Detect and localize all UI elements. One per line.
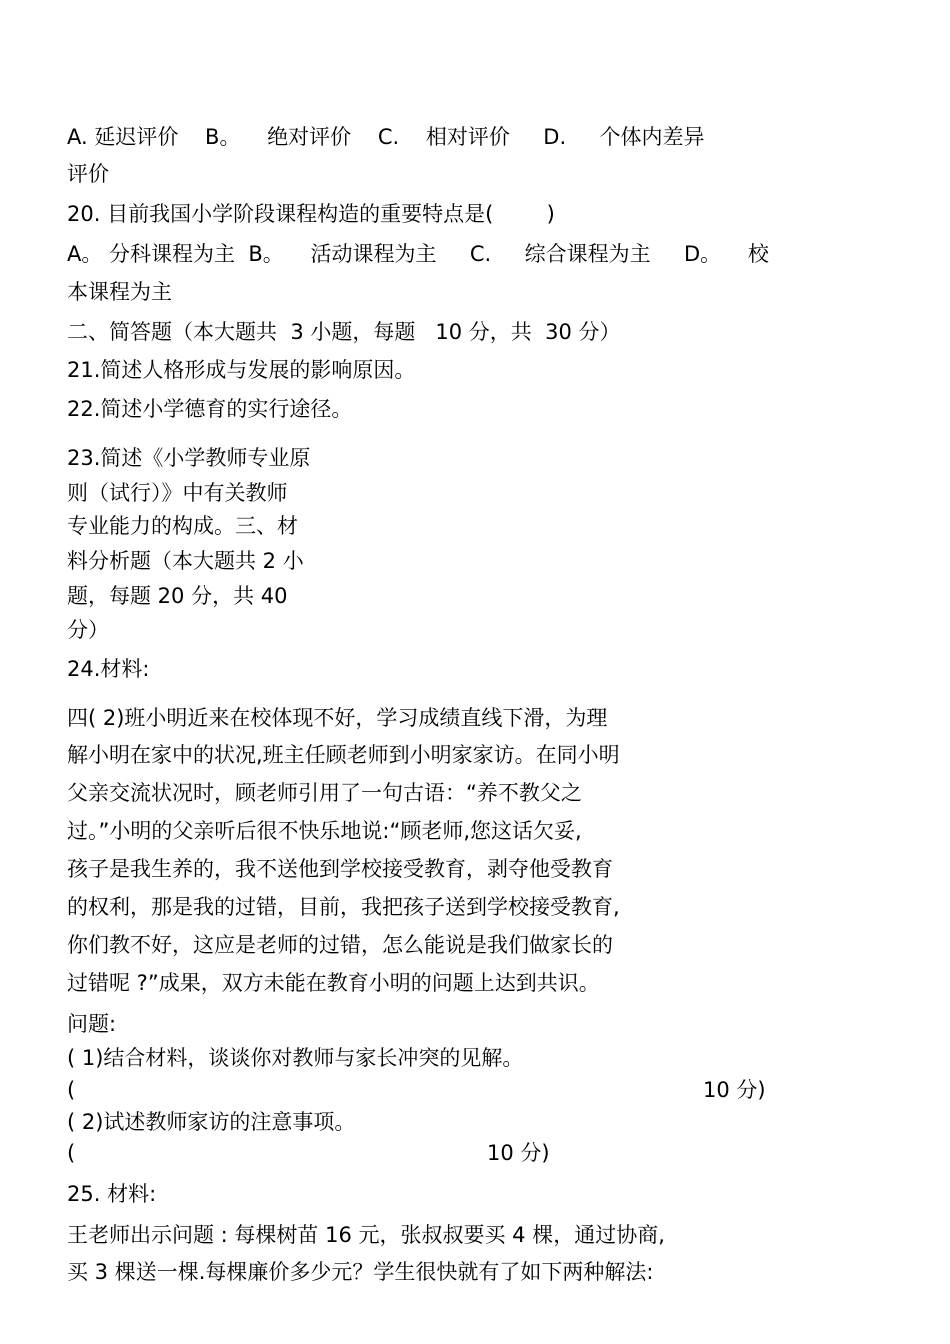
q20-stem: 20. 目前我国小学阶段课程构造的重要特点是( ) [67, 202, 555, 226]
q25-material-line-2: 买 3 棵送一棵.每棵廉价多少元？学生很快就有了如下两种解法: [67, 1260, 654, 1284]
q24-material-line-4: 过。”小明的父亲听后很不快乐地说:“顾老师,您这话欠妥, [67, 819, 582, 843]
q24-sub-2-score-open: ( [67, 1141, 76, 1165]
q25-label: 25. 材料: [67, 1182, 157, 1206]
q24-question-label: 问题: [67, 1012, 117, 1036]
q24-sub-2: ( 2)试述教师家访的注意事项。 [67, 1110, 356, 1134]
q20-options: A。 分科课程为主 B。 活动课程为主 C. 综合课程为主 D。 校 [67, 242, 769, 266]
q24-label: 24.材料: [67, 657, 150, 681]
section-2-heading: 二、简答题（本大题共 3 小题，每题 10 分，共 30 分） [67, 320, 621, 344]
q23-line-5: 题，每题 20 分，共 40 [67, 584, 288, 608]
q19-options: A. 延迟评价 B。 绝对评价 C. 相对评价 D. 个体内差异 [67, 125, 705, 149]
q23-line-2: 则（试行）》中有关教师 [67, 481, 288, 505]
q21: 21.简述人格形成与发展的影响原因。 [67, 358, 416, 382]
q24-material-line-3: 父亲交流状况时，顾老师引用了一句古语：“养不教父之 [67, 781, 582, 805]
q24-material-line-8: 过错呢 ?”成果，双方未能在教育小明的问题上达到共识。 [67, 971, 600, 995]
q24-material-line-5: 孩子是我生养的，我不送他到学校接受教育，剥夺他受教育 [67, 857, 613, 881]
q24-material-line-1: 四( 2)班小明近来在校体现不好，学习成绩直线下滑，为理 [67, 706, 608, 730]
q24-sub-1: ( 1)结合材料，谈谈你对教师与家长冲突的见解。 [67, 1046, 524, 1070]
q24-sub-1-score-open: ( [67, 1078, 76, 1102]
q24-material-line-2: 解小明在家中的状况,班主任顾老师到小明家家访。在同小明 [67, 743, 620, 767]
q23-line-4: 料分析题（本大题共 2 小 [67, 549, 304, 573]
q19-options-wrap: 评价 [67, 162, 109, 186]
q23-line-6: 分） [67, 618, 109, 642]
q25-material-line-1: 王老师出示问题 : 每棵树苗 16 元，张叔叔要买 4 棵，通过协商, [67, 1223, 665, 1247]
q23-line-3: 专业能力的构成。三、材 [67, 514, 298, 538]
q20-options-wrap: 本课程为主 [67, 280, 172, 304]
q24-sub-2-score: 10 分) [487, 1141, 550, 1165]
q24-material-line-6: 的权利，那是我的过错，目前，我把孩子送到学校接受教育, [67, 895, 620, 919]
q23-line-1: 23.简述《小学教师专业原 [67, 446, 311, 470]
q22: 22.简述小学德育的实行途径。 [67, 397, 353, 421]
q24-sub-1-score: 10 分) [703, 1078, 766, 1102]
q24-material-line-7: 你们教不好，这应是老师的过错，怎么能说是我们做家长的 [67, 933, 613, 957]
